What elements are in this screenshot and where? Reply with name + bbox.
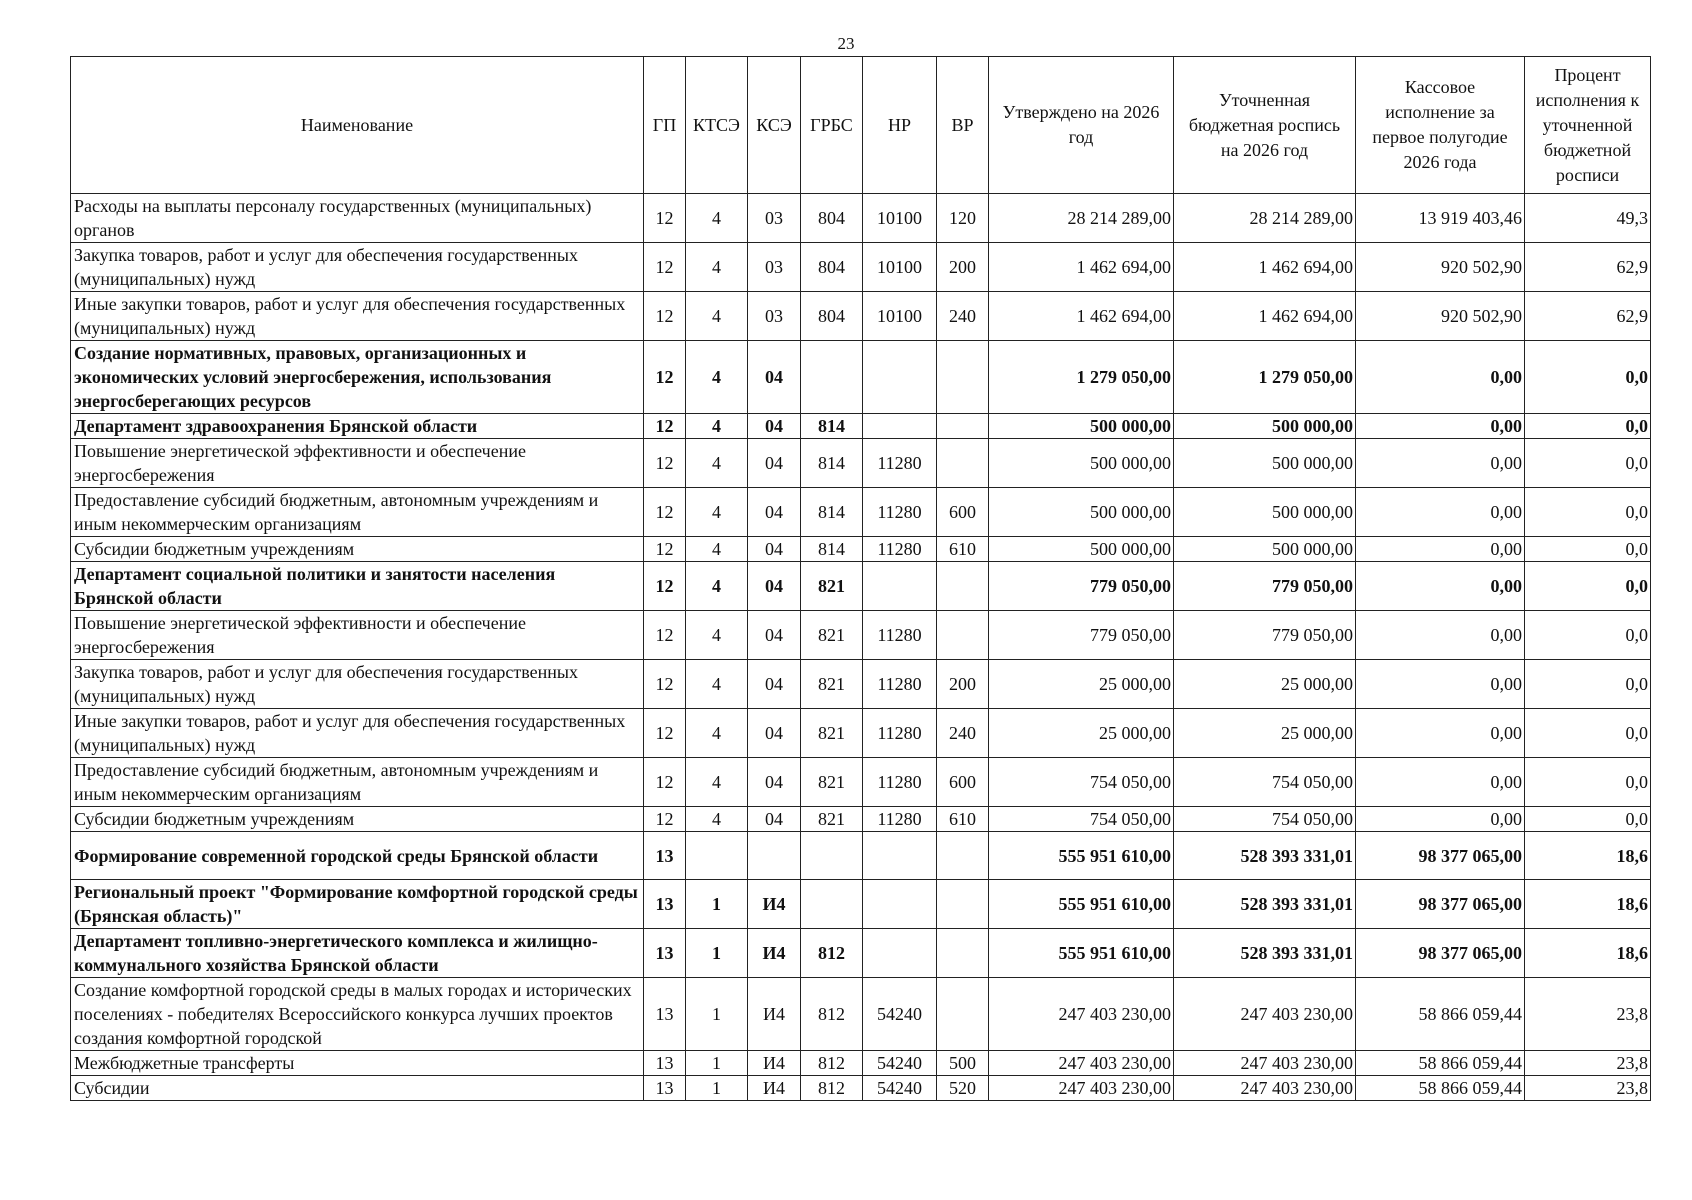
cell-name: Предоставление субсидий бюджетным, автономным учреждениям и иным некоммерческим организациям — [71, 758, 644, 807]
cell-refined: 779 050,00 — [1174, 611, 1356, 660]
table-row — [71, 611, 1651, 660]
cell-name: Расходы на выплаты персоналу государственных (муниципальных) органов — [71, 194, 644, 243]
cell-grbs: 804 — [801, 243, 863, 292]
cell-grbs: 821 — [801, 611, 863, 660]
cell-approved: 779 050,00 — [989, 611, 1174, 660]
cell-nr: 11280 — [863, 488, 937, 537]
table-row — [71, 194, 1651, 243]
cell-grbs: 814 — [801, 414, 863, 439]
cell-refined: 754 050,00 — [1174, 758, 1356, 807]
cell-percent: 0,0 — [1525, 562, 1651, 611]
cell-grbs: 812 — [801, 978, 863, 1051]
header-grbs: ГРБС — [801, 57, 863, 194]
cell-kse: 04 — [748, 341, 801, 414]
header-ktse: КТСЭ — [686, 57, 748, 194]
cell-cash: 58 866 059,44 — [1356, 1076, 1525, 1101]
cell-nr — [863, 414, 937, 439]
cell-approved: 555 951 610,00 — [989, 832, 1174, 880]
cell-vr: 600 — [937, 758, 989, 807]
cell-percent: 0,0 — [1525, 758, 1651, 807]
cell-nr: 11280 — [863, 758, 937, 807]
cell-cash: 0,00 — [1356, 562, 1525, 611]
cell-grbs: 812 — [801, 1051, 863, 1076]
page-number: 23 — [837, 34, 855, 53]
cell-percent: 0,0 — [1525, 414, 1651, 439]
cell-gp: 12 — [644, 341, 686, 414]
cell-approved: 555 951 610,00 — [989, 929, 1174, 978]
cell-cash: 0,00 — [1356, 537, 1525, 562]
table-body — [71, 194, 1651, 1101]
cell-kse: 04 — [748, 439, 801, 488]
cell-vr — [937, 439, 989, 488]
cell-refined: 779 050,00 — [1174, 562, 1356, 611]
cell-name: Региональный проект "Формирование комфортной городской среды (Брянская область)" — [71, 880, 644, 929]
cell-ktse: 4 — [686, 292, 748, 341]
cell-vr — [937, 880, 989, 929]
cell-approved: 247 403 230,00 — [989, 1076, 1174, 1101]
table-row — [71, 292, 1651, 341]
cell-gp: 13 — [644, 978, 686, 1051]
cell-nr: 11280 — [863, 537, 937, 562]
header-cash: Кассовое исполнение за первое полугодие 2026 года — [1356, 57, 1525, 194]
cell-cash: 98 377 065,00 — [1356, 929, 1525, 978]
cell-name: Формирование современной городской среды Брянской области — [71, 832, 644, 880]
cell-vr — [937, 414, 989, 439]
table-row — [71, 439, 1651, 488]
cell-gp: 12 — [644, 537, 686, 562]
cell-kse: И4 — [748, 929, 801, 978]
cell-refined: 247 403 230,00 — [1174, 1076, 1356, 1101]
cell-ktse: 4 — [686, 414, 748, 439]
cell-ktse: 1 — [686, 880, 748, 929]
cell-grbs — [801, 880, 863, 929]
cell-kse: 04 — [748, 537, 801, 562]
cell-gp: 12 — [644, 758, 686, 807]
table-row — [71, 758, 1651, 807]
cell-nr: 54240 — [863, 1076, 937, 1101]
cell-cash: 58 866 059,44 — [1356, 978, 1525, 1051]
cell-gp: 12 — [644, 660, 686, 709]
cell-grbs: 821 — [801, 807, 863, 832]
cell-grbs: 821 — [801, 562, 863, 611]
cell-gp: 13 — [644, 1076, 686, 1101]
table-row — [71, 1051, 1651, 1076]
cell-vr — [937, 611, 989, 660]
cell-refined: 1 462 694,00 — [1174, 292, 1356, 341]
cell-name: Создание комфортной городской среды в малых городах и исторических поселениях - победителях Всероссийского конкурса лучших проектов создания комфортной городской — [71, 978, 644, 1051]
cell-percent: 18,6 — [1525, 880, 1651, 929]
cell-vr: 200 — [937, 243, 989, 292]
cell-percent: 23,8 — [1525, 978, 1651, 1051]
cell-percent: 18,6 — [1525, 832, 1651, 880]
cell-refined: 247 403 230,00 — [1174, 1051, 1356, 1076]
table-row — [71, 978, 1651, 1051]
cell-kse: 03 — [748, 194, 801, 243]
table-header-row — [71, 57, 1651, 194]
cell-grbs: 812 — [801, 1076, 863, 1101]
cell-nr: 10100 — [863, 292, 937, 341]
cell-approved: 1 462 694,00 — [989, 292, 1174, 341]
cell-refined: 500 000,00 — [1174, 414, 1356, 439]
cell-refined: 25 000,00 — [1174, 709, 1356, 758]
table-row — [71, 537, 1651, 562]
cell-percent: 23,8 — [1525, 1076, 1651, 1101]
cell-cash: 58 866 059,44 — [1356, 1051, 1525, 1076]
cell-gp: 13 — [644, 832, 686, 880]
cell-percent: 0,0 — [1525, 488, 1651, 537]
cell-percent: 0,0 — [1525, 660, 1651, 709]
cell-nr: 10100 — [863, 194, 937, 243]
cell-name: Субсидии — [71, 1076, 644, 1101]
cell-name: Иные закупки товаров, работ и услуг для обеспечения государственных (муниципальных) нужд — [71, 292, 644, 341]
cell-nr: 11280 — [863, 709, 937, 758]
cell-grbs — [801, 341, 863, 414]
cell-nr: 54240 — [863, 978, 937, 1051]
cell-grbs: 814 — [801, 488, 863, 537]
cell-nr: 10100 — [863, 243, 937, 292]
cell-grbs: 804 — [801, 292, 863, 341]
cell-vr: 520 — [937, 1076, 989, 1101]
cell-kse: 04 — [748, 758, 801, 807]
cell-approved: 247 403 230,00 — [989, 978, 1174, 1051]
cell-approved: 1 279 050,00 — [989, 341, 1174, 414]
cell-nr — [863, 929, 937, 978]
cell-kse — [748, 832, 801, 880]
cell-refined: 528 393 331,01 — [1174, 880, 1356, 929]
cell-name: Субсидии бюджетным учреждениям — [71, 807, 644, 832]
cell-gp: 12 — [644, 292, 686, 341]
cell-percent: 0,0 — [1525, 807, 1651, 832]
table-row — [71, 832, 1651, 880]
cell-kse: 04 — [748, 414, 801, 439]
cell-refined: 1 279 050,00 — [1174, 341, 1356, 414]
cell-refined: 528 393 331,01 — [1174, 832, 1356, 880]
cell-nr: 11280 — [863, 660, 937, 709]
cell-name: Департамент здравоохранения Брянской области — [71, 414, 644, 439]
cell-ktse: 4 — [686, 194, 748, 243]
cell-approved: 555 951 610,00 — [989, 880, 1174, 929]
table-row — [71, 880, 1651, 929]
table-row — [71, 807, 1651, 832]
cell-approved: 500 000,00 — [989, 537, 1174, 562]
cell-name: Департамент социальной политики и занятости населения Брянской области — [71, 562, 644, 611]
cell-refined: 754 050,00 — [1174, 807, 1356, 832]
cell-refined: 528 393 331,01 — [1174, 929, 1356, 978]
cell-ktse: 4 — [686, 807, 748, 832]
cell-cash: 920 502,90 — [1356, 292, 1525, 341]
cell-percent: 0,0 — [1525, 341, 1651, 414]
header-vr: ВР — [937, 57, 989, 194]
cell-kse: 04 — [748, 709, 801, 758]
cell-approved: 754 050,00 — [989, 807, 1174, 832]
table-row — [71, 488, 1651, 537]
cell-vr — [937, 929, 989, 978]
cell-ktse: 4 — [686, 709, 748, 758]
cell-gp: 12 — [644, 488, 686, 537]
cell-gp: 12 — [644, 414, 686, 439]
cell-vr: 610 — [937, 807, 989, 832]
cell-kse: 04 — [748, 488, 801, 537]
cell-kse: И4 — [748, 880, 801, 929]
cell-gp: 12 — [644, 709, 686, 758]
cell-ktse: 1 — [686, 1051, 748, 1076]
cell-refined: 500 000,00 — [1174, 537, 1356, 562]
cell-grbs — [801, 832, 863, 880]
table-row — [71, 709, 1651, 758]
cell-nr — [863, 341, 937, 414]
header-name: Наименование — [71, 57, 644, 194]
cell-ktse: 1 — [686, 1076, 748, 1101]
cell-percent: 0,0 — [1525, 611, 1651, 660]
cell-vr — [937, 341, 989, 414]
cell-approved: 779 050,00 — [989, 562, 1174, 611]
cell-cash: 0,00 — [1356, 758, 1525, 807]
cell-approved: 500 000,00 — [989, 439, 1174, 488]
cell-name: Закупка товаров, работ и услуг для обеспечения государственных (муниципальных) нужд — [71, 660, 644, 709]
cell-kse: 03 — [748, 292, 801, 341]
cell-ktse: 1 — [686, 929, 748, 978]
cell-percent: 62,9 — [1525, 292, 1651, 341]
cell-grbs: 821 — [801, 660, 863, 709]
cell-refined: 500 000,00 — [1174, 488, 1356, 537]
cell-cash: 0,00 — [1356, 488, 1525, 537]
cell-refined: 1 462 694,00 — [1174, 243, 1356, 292]
table-row — [71, 1076, 1651, 1101]
table-row — [71, 562, 1651, 611]
cell-approved: 1 462 694,00 — [989, 243, 1174, 292]
cell-vr: 610 — [937, 537, 989, 562]
cell-name: Субсидии бюджетным учреждениям — [71, 537, 644, 562]
cell-grbs: 814 — [801, 537, 863, 562]
table-row — [71, 660, 1651, 709]
table-row — [71, 243, 1651, 292]
cell-nr — [863, 880, 937, 929]
cell-approved: 754 050,00 — [989, 758, 1174, 807]
cell-cash: 0,00 — [1356, 709, 1525, 758]
cell-kse: 04 — [748, 611, 801, 660]
cell-kse: 04 — [748, 660, 801, 709]
cell-ktse: 1 — [686, 978, 748, 1051]
cell-gp: 12 — [644, 439, 686, 488]
cell-percent: 62,9 — [1525, 243, 1651, 292]
cell-cash: 0,00 — [1356, 414, 1525, 439]
cell-cash: 98 377 065,00 — [1356, 880, 1525, 929]
cell-percent: 0,0 — [1525, 537, 1651, 562]
cell-approved: 247 403 230,00 — [989, 1051, 1174, 1076]
cell-cash: 920 502,90 — [1356, 243, 1525, 292]
cell-ktse: 4 — [686, 341, 748, 414]
cell-kse: И4 — [748, 1051, 801, 1076]
cell-ktse: 4 — [686, 439, 748, 488]
cell-approved: 28 214 289,00 — [989, 194, 1174, 243]
cell-cash: 0,00 — [1356, 807, 1525, 832]
cell-name: Департамент топливно-энергетического комплекса и жилищно-коммунального хозяйства Брянской области — [71, 929, 644, 978]
cell-cash: 13 919 403,46 — [1356, 194, 1525, 243]
cell-kse: 03 — [748, 243, 801, 292]
cell-name: Создание нормативных, правовых, организационных и экономических условий энергосбережения, использования энергосберегающих ресурсов — [71, 341, 644, 414]
cell-approved: 500 000,00 — [989, 414, 1174, 439]
cell-ktse: 4 — [686, 537, 748, 562]
cell-nr: 54240 — [863, 1051, 937, 1076]
cell-percent: 0,0 — [1525, 439, 1651, 488]
cell-gp: 12 — [644, 243, 686, 292]
header-nr: НР — [863, 57, 937, 194]
header-gp: ГП — [644, 57, 686, 194]
cell-vr: 240 — [937, 292, 989, 341]
table-row — [71, 929, 1651, 978]
cell-vr — [937, 978, 989, 1051]
cell-gp: 12 — [644, 611, 686, 660]
cell-cash: 98 377 065,00 — [1356, 832, 1525, 880]
header-kse: КСЭ — [748, 57, 801, 194]
cell-kse: 04 — [748, 807, 801, 832]
cell-ktse: 4 — [686, 611, 748, 660]
cell-nr: 11280 — [863, 611, 937, 660]
cell-name: Предоставление субсидий бюджетным, автономным учреждениям и иным некоммерческим организациям — [71, 488, 644, 537]
cell-percent: 0,0 — [1525, 709, 1651, 758]
cell-name: Закупка товаров, работ и услуг для обеспечения государственных (муниципальных) нужд — [71, 243, 644, 292]
cell-refined: 28 214 289,00 — [1174, 194, 1356, 243]
cell-nr — [863, 562, 937, 611]
cell-grbs: 814 — [801, 439, 863, 488]
cell-ktse: 4 — [686, 660, 748, 709]
cell-gp: 13 — [644, 880, 686, 929]
cell-name: Иные закупки товаров, работ и услуг для обеспечения государственных (муниципальных) нужд — [71, 709, 644, 758]
table-row — [71, 341, 1651, 414]
cell-cash: 0,00 — [1356, 341, 1525, 414]
cell-gp: 13 — [644, 929, 686, 978]
cell-nr: 11280 — [863, 439, 937, 488]
cell-refined: 247 403 230,00 — [1174, 978, 1356, 1051]
cell-cash: 0,00 — [1356, 611, 1525, 660]
cell-percent: 49,3 — [1525, 194, 1651, 243]
cell-percent: 23,8 — [1525, 1051, 1651, 1076]
cell-name: Межбюджетные трансферты — [71, 1051, 644, 1076]
cell-vr: 600 — [937, 488, 989, 537]
cell-ktse: 4 — [686, 562, 748, 611]
cell-approved: 500 000,00 — [989, 488, 1174, 537]
cell-grbs: 812 — [801, 929, 863, 978]
budget-table — [70, 56, 1651, 1101]
cell-gp: 12 — [644, 807, 686, 832]
cell-ktse: 4 — [686, 758, 748, 807]
cell-kse: 04 — [748, 562, 801, 611]
cell-cash: 0,00 — [1356, 660, 1525, 709]
cell-approved: 25 000,00 — [989, 660, 1174, 709]
cell-grbs: 804 — [801, 194, 863, 243]
cell-refined: 25 000,00 — [1174, 660, 1356, 709]
cell-kse: И4 — [748, 978, 801, 1051]
cell-grbs: 821 — [801, 709, 863, 758]
cell-gp: 13 — [644, 1051, 686, 1076]
cell-vr — [937, 832, 989, 880]
cell-ktse — [686, 832, 748, 880]
cell-vr: 120 — [937, 194, 989, 243]
cell-gp: 12 — [644, 194, 686, 243]
cell-ktse: 4 — [686, 243, 748, 292]
header-refined: Уточненная бюджетная роспись на 2026 год — [1174, 57, 1356, 194]
cell-name: Повышение энергетической эффективности и обеспечение энергосбережения — [71, 611, 644, 660]
cell-vr — [937, 562, 989, 611]
cell-cash: 0,00 — [1356, 439, 1525, 488]
cell-refined: 500 000,00 — [1174, 439, 1356, 488]
header-percent: Процент исполнения к уточненной бюджетной росписи — [1525, 57, 1651, 194]
cell-nr: 11280 — [863, 807, 937, 832]
cell-kse: И4 — [748, 1076, 801, 1101]
header-approved: Утверждено на 2026 год — [989, 57, 1174, 194]
cell-vr: 500 — [937, 1051, 989, 1076]
cell-grbs: 821 — [801, 758, 863, 807]
cell-approved: 25 000,00 — [989, 709, 1174, 758]
cell-vr: 240 — [937, 709, 989, 758]
cell-name: Повышение энергетической эффективности и обеспечение энергосбережения — [71, 439, 644, 488]
table-row — [71, 414, 1651, 439]
cell-ktse: 4 — [686, 488, 748, 537]
cell-vr: 200 — [937, 660, 989, 709]
cell-gp: 12 — [644, 562, 686, 611]
cell-nr — [863, 832, 937, 880]
cell-percent: 18,6 — [1525, 929, 1651, 978]
